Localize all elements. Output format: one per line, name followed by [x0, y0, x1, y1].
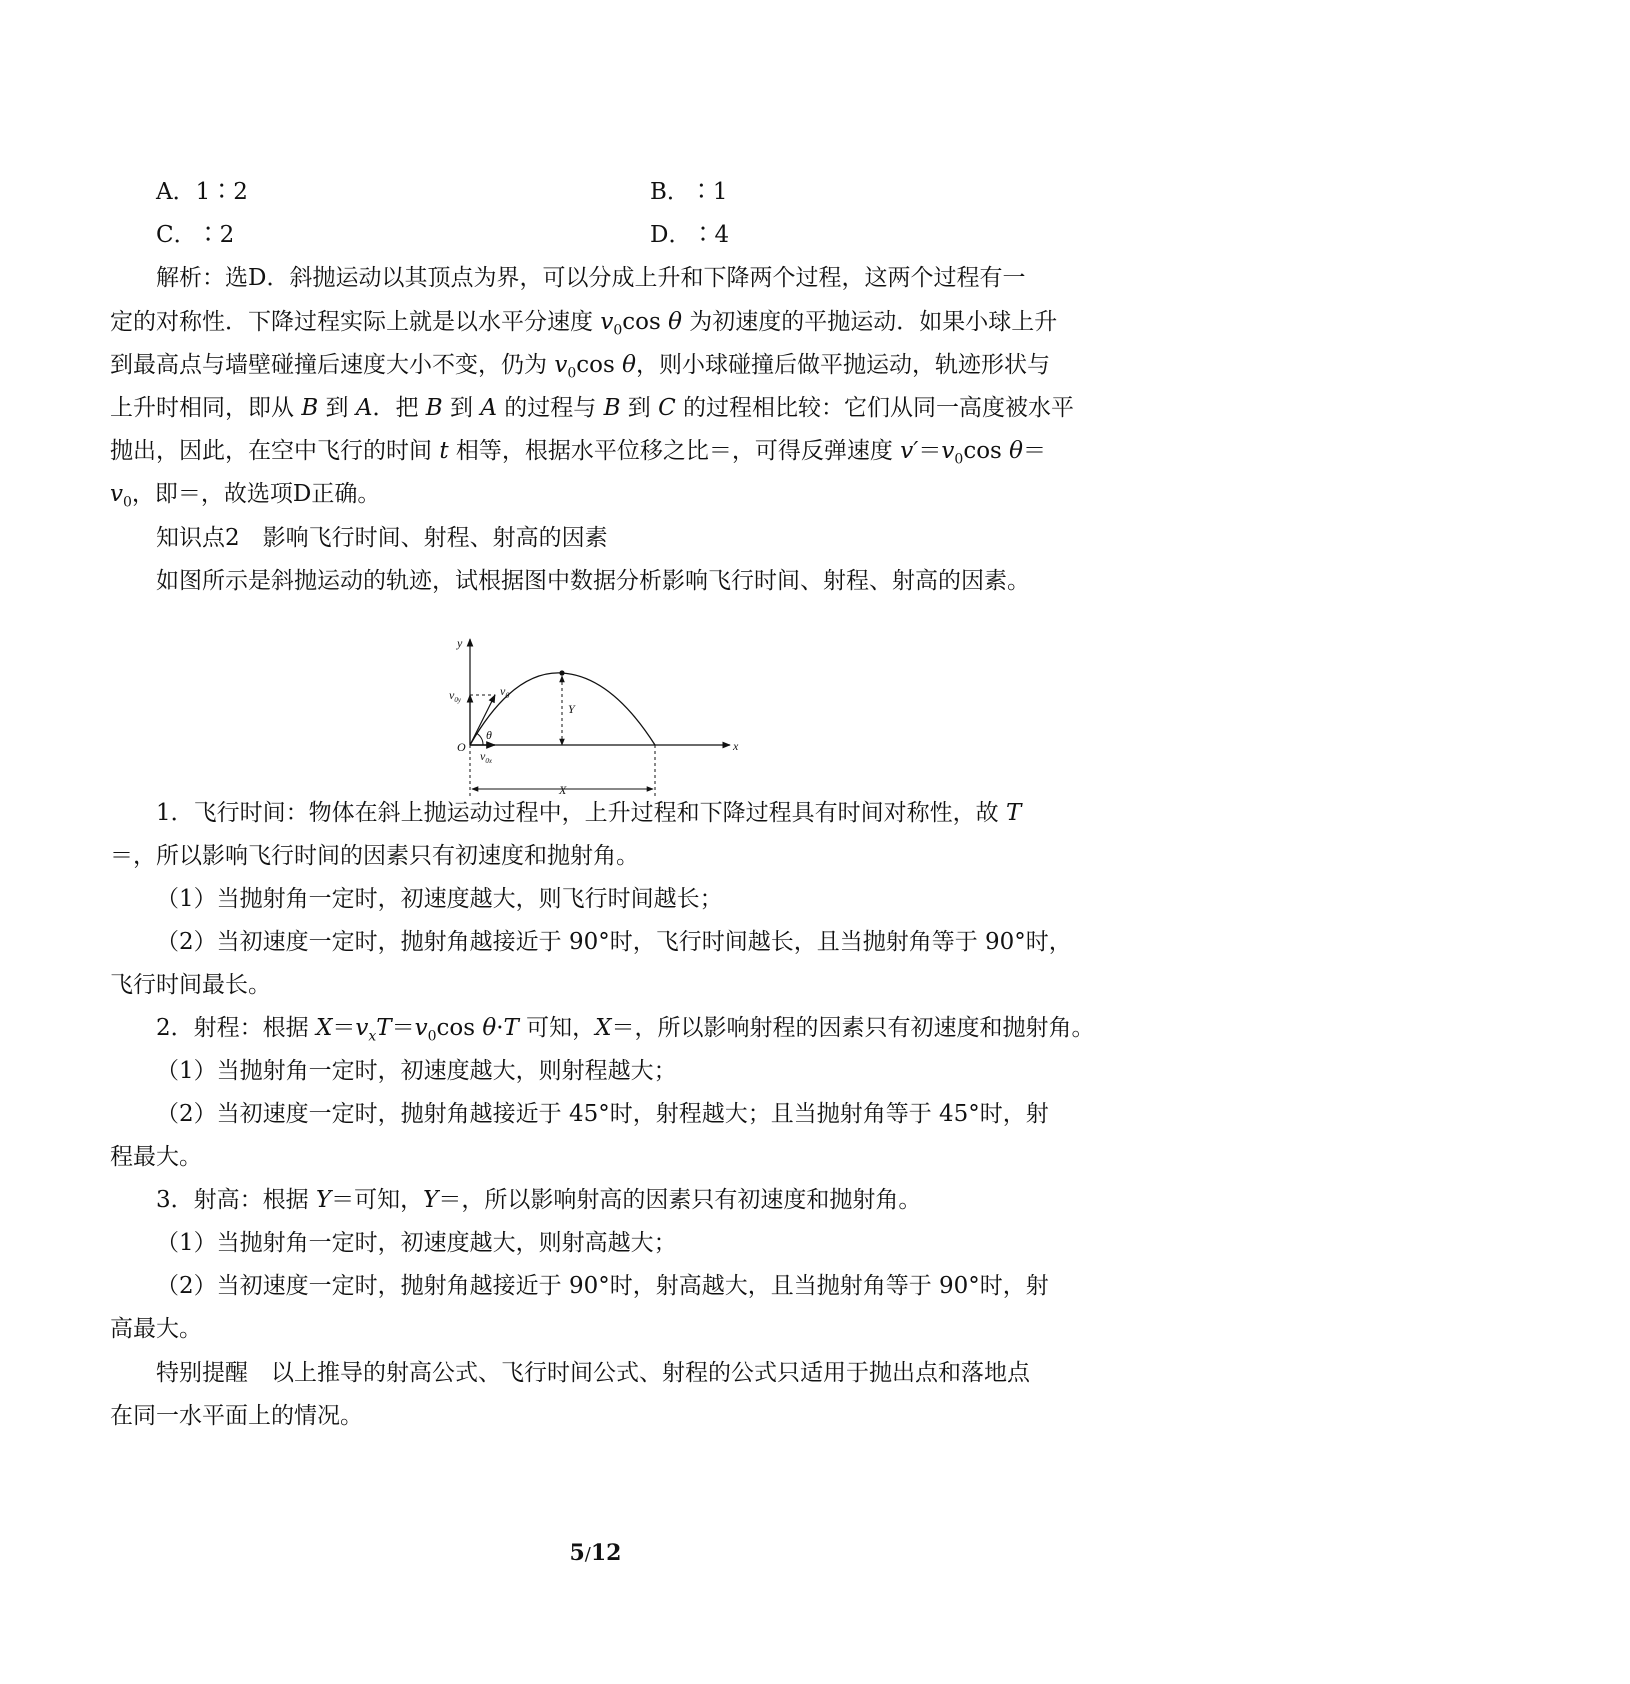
- y-axis-label: y: [457, 636, 463, 650]
- analysis-line-1: 解析：选D．斜抛运动以其顶点为界，可以分成上升和下降两个过程，这两个过程有一: [156, 265, 1026, 291]
- X-label: X: [559, 783, 567, 797]
- x-axis-label: x: [733, 739, 739, 753]
- item1-point-1: （1）当抛射角一定时，初速度越大，则飞行时间越长；: [156, 886, 723, 912]
- theta-label: θ: [486, 728, 492, 742]
- projectile-figure: [450, 633, 750, 803]
- analysis-line-3: 到最高点与墙壁碰撞后速度大小不变，仍为 $v_0\cos$ θ，则小球碰撞后做平抛运动，轨迹形状与: [110, 352, 1050, 382]
- analysis-line-2: 定的对称性．下降过程实际上就是以水平分速度 $v_0\cos$ θ 为初速度的平抛运动．如果小球上升: [110, 309, 1058, 339]
- item3-point-2-cont: 高最大。: [110, 1316, 202, 1342]
- page-current: 5: [569, 1540, 585, 1566]
- origin-label: O: [457, 740, 466, 754]
- projectile-diagram: [450, 633, 750, 803]
- item2-point-1: （1）当抛射角一定时，初速度越大，则射程越大；: [156, 1058, 677, 1084]
- theta-arc: [476, 733, 483, 745]
- section-intro: 如图所示是斜抛运动的轨迹，试根据图中数据分析影响飞行时间、射程、射高的因素。: [156, 568, 1030, 594]
- analysis-line-5: 抛出，因此，在空中飞行的时间 t 相等，根据水平位移之比＝，可得反弹速度 $v'=v_0\cos$ θ＝: [110, 438, 1047, 468]
- item3-line-1: 3．射高：根据 Y＝可知，Y＝，所以影响射高的因素只有初速度和抛射角。: [156, 1187, 922, 1213]
- analysis-line-4: 上升时相同，即从 B 到 A．把 B 到 A 的过程与 B 到 C 的过程相比较：它们从同一高度被水平: [110, 395, 1075, 421]
- section-heading: 知识点2 影响飞行时间、射程、射高的因素: [156, 525, 608, 551]
- Y-label: Y: [568, 702, 575, 716]
- item2-point-2-cont: 程最大。: [110, 1144, 202, 1170]
- option-a: A．1∶2: [156, 179, 248, 205]
- v0-label: $v_0$: [500, 684, 510, 700]
- item2-point-2: （2）当初速度一定时，抛射角越接近于 45°时，射程越大；且当抛射角等于 45°时，射: [156, 1101, 1049, 1127]
- note-line-1: 特别提醒 以上推导的射高公式、飞行时间公式、射程的公式只适用于抛出点和落地点: [156, 1360, 1030, 1386]
- option-c: C．∶2: [156, 222, 235, 248]
- page-total: 12: [590, 1540, 622, 1566]
- apex-point: [559, 670, 564, 675]
- item2-line-1: 2．射程：根据 $X=v_xT=v_0\cos$ θ·T 可知，X＝，所以影响射程的因素只有初速度和抛射角。: [156, 1015, 1095, 1045]
- item1-line-1: 1．飞行时间：物体在斜上抛运动过程中，上升过程和下降过程具有时间对称性，故 T: [156, 800, 1022, 826]
- v0y-label: $v_{0y}$: [449, 688, 461, 704]
- page-number: [0, 1540, 1191, 1566]
- option-d: D．∶4: [650, 222, 730, 248]
- page-separator: /: [584, 1544, 591, 1565]
- note-line-2: 在同一水平面上的情况。: [110, 1403, 363, 1429]
- analysis-line-6: $v_0$，即＝，故选项D正确。: [110, 481, 381, 511]
- item1-line-2: ＝，所以影响飞行时间的因素只有初速度和抛射角。: [110, 843, 639, 869]
- item3-point-1: （1）当抛射角一定时，初速度越大，则射高越大；: [156, 1230, 677, 1256]
- item3-point-2: （2）当初速度一定时，抛射角越接近于 90°时，射高越大，且当抛射角等于 90°时，射: [156, 1273, 1049, 1299]
- item1-point-2-cont: 飞行时间最长。: [110, 972, 271, 998]
- item1-point-2: （2）当初速度一定时，抛射角越接近于 90°时，飞行时间越长，且当抛射角等于 90°时，: [156, 929, 1072, 955]
- option-b: B．∶1: [650, 179, 728, 205]
- v0x-label: $v_{0x}$: [480, 749, 492, 765]
